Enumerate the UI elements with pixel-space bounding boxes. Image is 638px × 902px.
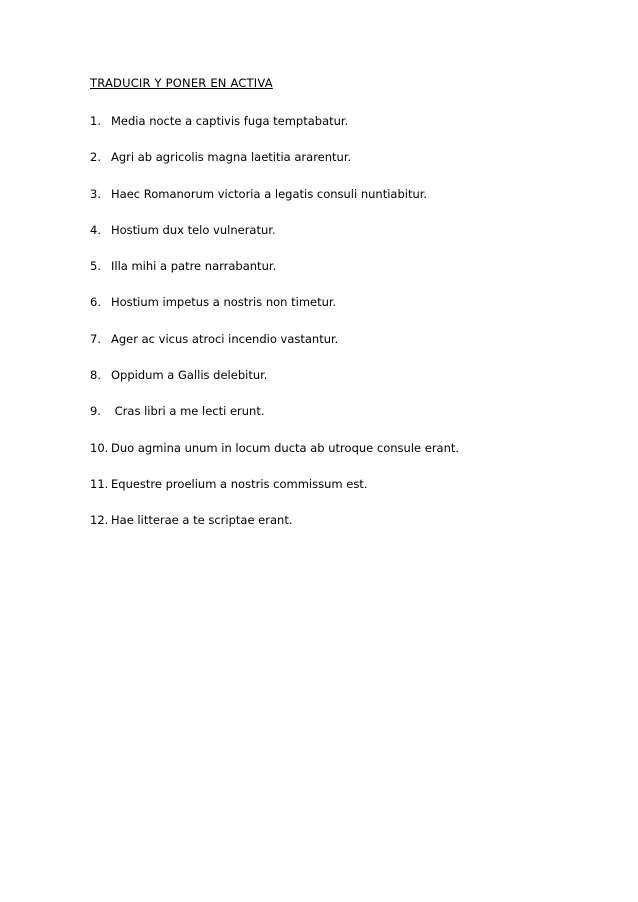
list-item	[90, 114, 459, 150]
list-item	[90, 295, 459, 331]
item-number: 3.	[90, 186, 101, 201]
item-text: Ager ac vicus atroci incendio vastantur.	[111, 331, 339, 346]
item-text: Hae litterae a te scriptae erant.	[111, 513, 293, 528]
item-number: 10.	[90, 440, 109, 455]
item-text: Equestre proelium a nostris commissum est.	[111, 476, 368, 491]
list-item	[90, 223, 459, 259]
item-text: Cras libri a me lecti erunt.	[111, 404, 265, 419]
list-item	[90, 332, 459, 368]
list-item	[90, 477, 459, 513]
list-item	[90, 259, 459, 295]
item-number: 9.	[90, 404, 101, 419]
item-number: 12.	[90, 513, 109, 528]
list-item	[90, 368, 459, 404]
item-text: Duo agmina unum in locum ducta ab utroque consule erant.	[111, 440, 460, 455]
exercise-list	[90, 114, 459, 550]
item-text: Hostium impetus a nostris non timetur.	[111, 295, 337, 310]
item-text: Agri ab agricolis magna laetitia ararentur.	[111, 150, 352, 165]
list-item	[90, 187, 459, 223]
item-text: Haec Romanorum victoria a legatis consuli nuntiabitur.	[111, 186, 428, 201]
document-title: TRADUCIR Y PONER EN ACTIVA	[90, 76, 273, 90]
item-number: 11.	[90, 476, 109, 491]
item-text: Illa mihi a patre narrabantur.	[111, 259, 277, 274]
item-text: Hostium dux telo vulneratur.	[111, 222, 276, 237]
item-number: 4.	[90, 222, 101, 237]
list-item	[90, 150, 459, 186]
item-number: 6.	[90, 295, 101, 310]
item-number: 7.	[90, 331, 101, 346]
item-number: 8.	[90, 368, 101, 383]
item-number: 5.	[90, 259, 101, 274]
list-item	[90, 441, 459, 477]
item-number: 1.	[90, 114, 101, 128]
list-item	[90, 404, 459, 440]
list-item	[90, 513, 459, 549]
item-number: 2.	[90, 150, 101, 165]
item-text: Oppidum a Gallis delebitur.	[111, 368, 268, 383]
item-text: Media nocte a captivis fuga temptabatur.	[111, 114, 349, 128]
